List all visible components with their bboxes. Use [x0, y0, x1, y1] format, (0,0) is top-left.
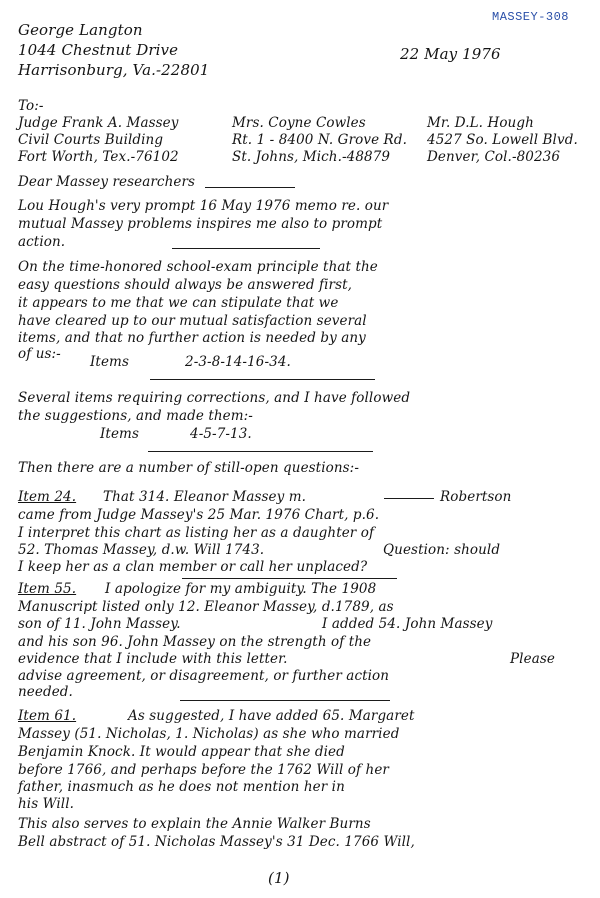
recipient-2-line2: Rt. 1 - 8400 N. Grove Rd. — [232, 132, 407, 148]
section-divider — [148, 451, 373, 452]
item61-line: his Will. — [18, 796, 75, 812]
item24-heading: Item 24. — [18, 489, 77, 505]
para1-line: Lou Hough's very prompt 16 May 1976 memo re. our — [18, 198, 389, 214]
item55-line: evidence that I include with this letter. — [18, 651, 288, 667]
items-cleared-label: Items — [90, 354, 129, 370]
items-corrected-label: Items — [100, 426, 139, 442]
to-label: To:- — [18, 98, 44, 114]
item61-heading: Item 61. — [18, 708, 77, 724]
items-corrected-list: 4-5-7-13. — [190, 426, 252, 442]
page-number: (1) — [268, 869, 290, 887]
section-divider — [182, 578, 397, 579]
salutation-rule — [205, 187, 295, 188]
para3-line: Several items requiring corrections, and I have followed — [18, 390, 411, 406]
para5-line: This also serves to explain the Annie Walker Burns — [18, 816, 371, 832]
para3-line: the suggestions, and made them:- — [18, 408, 253, 424]
para2-line: have cleared up to our mutual satisfaction several — [18, 313, 367, 329]
recipient-1-name: Judge Frank A. Massey — [18, 115, 179, 131]
section-divider — [180, 700, 390, 701]
para4-line: Then there are a number of still-open questions:- — [18, 460, 359, 476]
item24-line: That 314. Eleanor Massey m. — [103, 489, 307, 505]
sender-street: 1044 Chestnut Drive — [18, 41, 179, 59]
item55-line: and his son 96. John Massey on the strength of the — [18, 634, 372, 650]
recipient-1-line3: Fort Worth, Tex.-76102 — [18, 149, 179, 165]
items-cleared-list: 2-3-8-14-16-34. — [185, 354, 291, 370]
item55-line: Manuscript listed only 12. Eleanor Massey, d.1789, as — [18, 599, 394, 615]
item24-line: 52. Thomas Massey, d.w. Will 1743. — [18, 542, 265, 558]
para2-line: of us:- — [18, 346, 61, 362]
item61-line: Benjamin Knock. It would appear that she died — [18, 744, 345, 760]
recipient-3-line3: Denver, Col.-80236 — [427, 149, 561, 165]
item55-line: needed. — [18, 684, 73, 700]
item55-heading: Item 55. — [18, 581, 77, 597]
recipient-2-name: Mrs. Coyne Cowles — [232, 115, 366, 131]
para1-line: mutual Massey problems inspires me also to prompt — [18, 216, 383, 232]
item55-line: I apologize for my ambiguity. The 1908 — [105, 581, 377, 597]
item55-line: son of 11. John Massey. — [18, 616, 181, 632]
recipient-3-name: Mr. D.L. Hough — [427, 115, 534, 131]
item24-line: I interpret this chart as listing her as a daughter of — [18, 525, 375, 541]
sender-name: George Langton — [18, 21, 143, 39]
archive-stamp: MASSEY-308 — [492, 10, 570, 24]
section-divider — [150, 379, 375, 380]
para5-line: Bell abstract of 51. Nicholas Massey's 31 Dec. 1766 Will, — [18, 834, 415, 850]
item61-line: As suggested, I have added 65. Margaret — [128, 708, 415, 724]
recipient-3-line2: 4527 So. Lowell Blvd. — [427, 132, 578, 148]
para2-line: easy questions should always be answered first, — [18, 277, 353, 293]
item61-line: Massey (51. Nicholas, 1. Nicholas) as she who married — [18, 726, 400, 742]
letter-date: 22 May 1976 — [400, 45, 501, 63]
para2-line: items, and that no further action is needed by any — [18, 330, 366, 346]
recipient-1-line2: Civil Courts Building — [18, 132, 164, 148]
item55-line: Please — [510, 651, 555, 667]
item24-line: came from Judge Massey's 25 Mar. 1976 Chart, p.6. — [18, 507, 380, 523]
para1-line: action. — [18, 234, 66, 250]
para2-line: it appears to me that we can stipulate that we — [18, 295, 339, 311]
item61-line: before 1766, and perhaps before the 1762 Will of her — [18, 762, 389, 778]
surname-blank — [384, 498, 434, 499]
recipient-2-line3: St. Johns, Mich.-48879 — [232, 149, 391, 165]
salutation: Dear Massey researchers — [18, 174, 196, 190]
section-divider — [172, 248, 320, 249]
item24-line: Question: should — [383, 542, 501, 558]
item61-line: father, inasmuch as he does not mention her in — [18, 779, 345, 795]
item55-line: advise agreement, or disagreement, or further action — [18, 668, 390, 684]
item24-line: Robertson — [440, 489, 512, 505]
sender-city: Harrisonburg, Va.-22801 — [18, 61, 210, 79]
para2-line: On the time-honored school-exam principle that the — [18, 259, 378, 275]
item24-line: I keep her as a clan member or call her unplaced? — [18, 559, 368, 575]
item55-line: I added 54. John Massey — [322, 616, 493, 632]
